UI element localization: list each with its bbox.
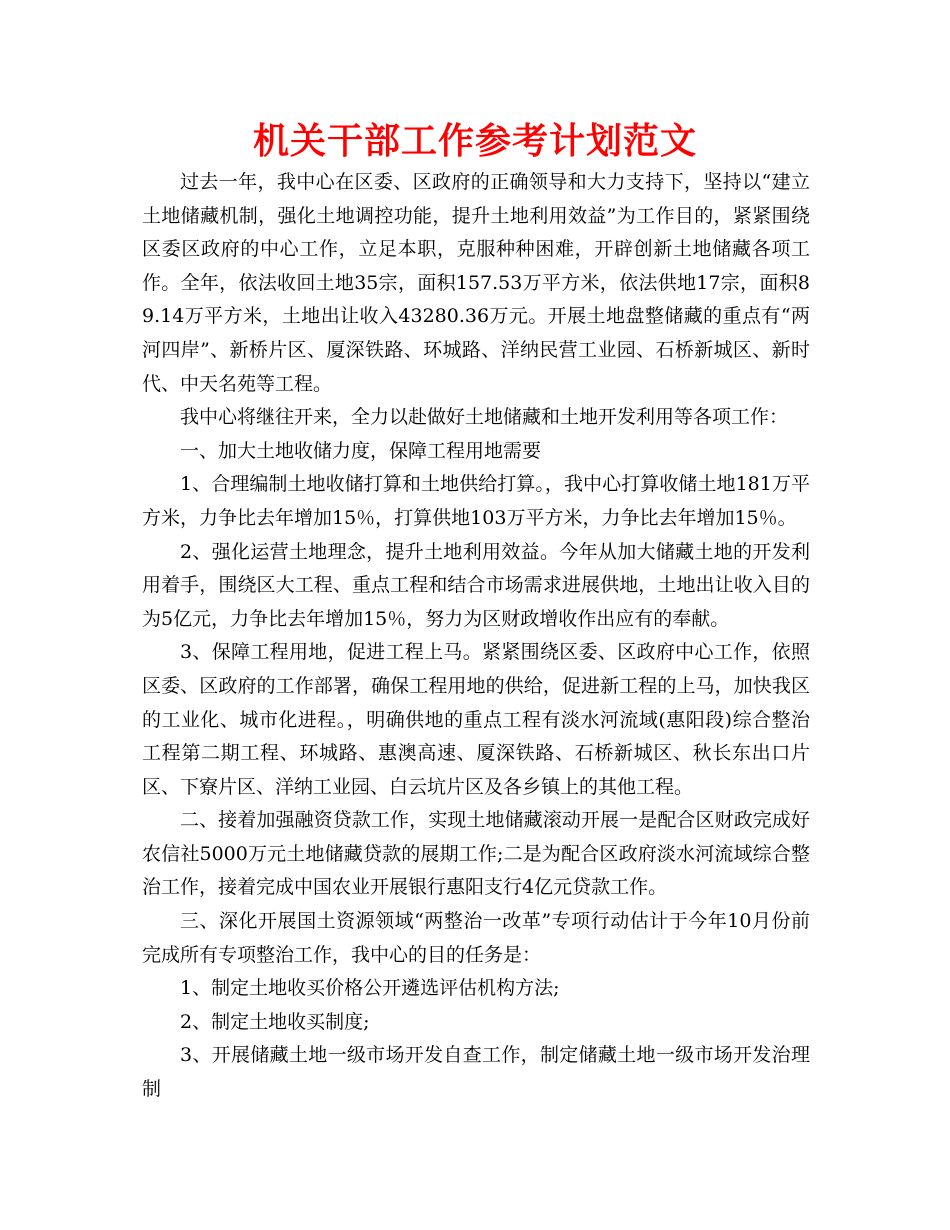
paragraph-item: 2、强化运营土地理念，提升土地利用效益。今年从加大储藏土地的开发利用着手，围绕区大工程、重点工程和结合市场需求进展供地，土地出让收入目的为5亿元，力争比去年增加15％，努力为区财政增收作出应有的奉献。 bbox=[142, 540, 810, 630]
paragraph-item: 1、合理编制土地收储打算和土地供给打算。，我中心打算收储土地181万平方米，力争比去年增加15％，打算供地103万平方米，力争比去年增加15％。 bbox=[142, 473, 810, 529]
paragraph-item: 3、开展储藏土地一级市场开发自查工作，制定储藏土地一级市场开发治理制 bbox=[142, 1044, 810, 1101]
paragraph-item: 2、制定土地收买制度; bbox=[180, 1010, 370, 1033]
page-title: 机关干部工作参考计划范文 bbox=[252, 121, 697, 162]
paragraph-item: 1、制定土地收买价格公开遴选评估机构方法; bbox=[180, 977, 560, 1000]
section-heading-3: 三、深化开展国土资源领域“两整治一改革”专项行动估计于今年10月份前完成所有专项整治工作，我中心的目的任务是： bbox=[142, 910, 810, 966]
paragraph-item: 3、保障工程用地，促进工程上马。紧紧围绕区委、区政府中心工作，依照区委、区政府的工作部署，确保工程用地的供给，促进新工程的上马，加快我区的工业化、城市化进程。，明确供地的重点工程有淡水河流域(惠阳段)综合整治工程第二期工程、环城路、惠澳高速、厦深铁路、石桥新城区、秋长东出口片区、下寮片区、洋纳工业园、白云坑片区及各乡镇上的其他工程。 bbox=[142, 641, 810, 798]
section-heading-2: 二、接着加强融资贷款工作，实现土地储藏滚动开展一是配合区财政完成好农信社5000万元土地储藏贷款的展期工作;二是为配合区政府淡水河流域综合整治工作，接着完成中国农业开展银行惠阳支行4亿元贷款工作。 bbox=[142, 809, 810, 899]
document-body bbox=[142, 166, 810, 1107]
section-heading-1: 一、加大土地收储力度，保障工程用地需要 bbox=[180, 439, 542, 462]
paragraph-summary: 过去一年，我中心在区委、区政府的正确领导和大力支持下，坚持以“建立土地储藏机制，强化土地调控功能，提升土地利用效益”为工作目的，紧紧围绕区委区政府的中心工作，立足本职，克服种种困难，开辟创新土地储藏各项工作。全年，依法收回土地35宗，面积157.53万平方米，依法供地17宗，面积89.14万平方米，土地出让收入43280.36万元。开展土地盘整储藏的重点有“两河四岸”、新桥片区、厦深铁路、环城路、洋纳民营工业园、石桥新城区、新时代、中天名苑等工程。 bbox=[142, 171, 810, 395]
paragraph-intro: 我中心将继往开来，全力以赴做好土地储藏和土地开发利用等各项工作： bbox=[180, 406, 789, 429]
